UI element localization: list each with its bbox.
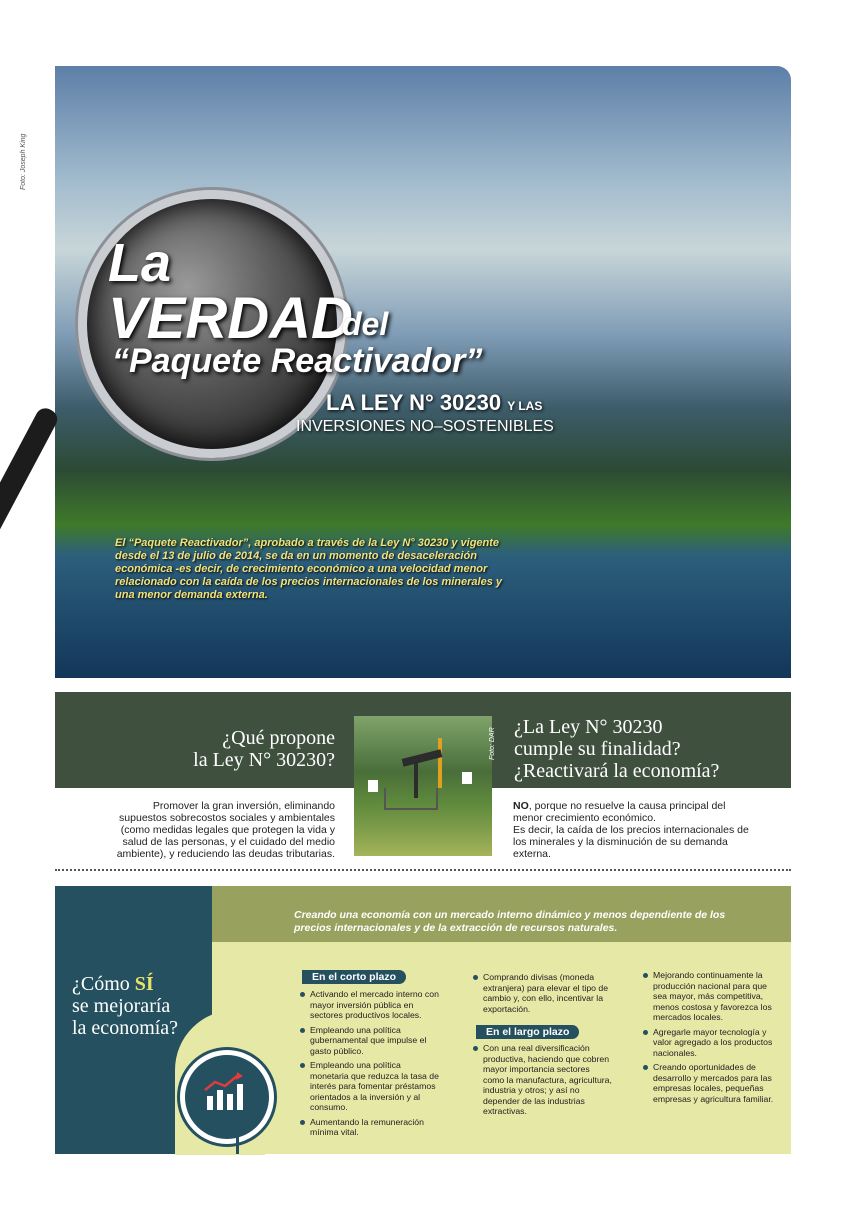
- photo-sign: [462, 772, 472, 784]
- q2-line3: ¿Reactivará la economía?: [514, 760, 720, 782]
- title-del: del: [342, 306, 389, 342]
- photo-credit-dar: Foto: DAR: [489, 727, 496, 760]
- q2-line2: cumple su finalidad?: [514, 738, 681, 760]
- q3-pre: ¿Cómo: [72, 973, 135, 995]
- subtitle-ley-number: LA LEY N° 30230: [326, 390, 502, 415]
- title-paquete: “Paquete Reactivador”: [112, 342, 483, 380]
- list-item: Empleando una política monetaria que reduzca la tasa de interés para fomentar préstamos orientados a la inversión y al consumo.: [300, 1060, 440, 1113]
- icon-circle-stem: [236, 1136, 239, 1154]
- q2-line1: ¿La Ley N° 30230: [514, 716, 663, 738]
- answer-detail: Es decir, la caída de los precios internacionales de los minerales y la disminución de su demanda externa.: [513, 824, 749, 860]
- question-cumple-finalidad: [514, 716, 774, 782]
- answer-no-rest: , porque no resuelve la causa principal del menor crecimiento económico.: [513, 800, 726, 824]
- list-item: Con una real diversificación productiva, haciendo que cobren mayor importancia sectores como la manufactura, agricultura, industria y otros; y así no depender de las industrias extractivas.: [473, 1043, 613, 1117]
- title-verdad: VERDAD: [108, 286, 353, 351]
- photo-pump: [402, 749, 443, 766]
- photo-fence: [384, 788, 438, 810]
- photo-credit: Foto: Joseph King: [20, 133, 27, 190]
- question-que-propone: [160, 727, 335, 771]
- hero-intro: El “Paquete Reactivador”, aprobado a través de la Ley N° 30230 y vigente desde el 13 de julio de 2014, se da en un momento de desaceleración económica -es decir, de crecimiento económico a una velocidad menor relacionado con la caída de los precios internacionales de los minerales y una menor demanda externa.: [115, 537, 502, 601]
- q3-si: SÍ: [134, 973, 154, 995]
- photo-sign: [368, 780, 378, 792]
- list-col2-top: [473, 972, 613, 1018]
- list-item: Agregarle mayor tecnología y valor agregado a los productos nacionales.: [643, 1027, 778, 1059]
- list-largo-plazo: [473, 1043, 613, 1121]
- answer-no: NO: [513, 800, 529, 812]
- q1-line1: ¿Qué propone: [222, 727, 335, 749]
- list-item: Empleando una política gubernamental que impulse el gasto público.: [300, 1025, 440, 1057]
- question-como-si: [72, 973, 212, 1039]
- list-item: Aumentando la remuneración mínima vital.: [300, 1117, 440, 1138]
- list-item: Mejorando continuamente la producción nacional para que sea mayor, más competitiva, menos costosa y favorezca los mercados locales.: [643, 970, 778, 1023]
- oil-pump-photo: [354, 716, 492, 856]
- q3-line3: la economía?: [72, 1017, 179, 1039]
- list-item: Comprando divisas (moneda extranjera) para elevar el tipo de cambio y, con ello, incentivar la exportación.: [473, 972, 613, 1014]
- list-corto-plazo: [300, 989, 440, 1142]
- list-item: Activando el mercado interno con mayor inversión pública en sectores productivos locales.: [300, 989, 440, 1021]
- list-item: Creando oportunidades de desarrollo y mercados para las empresas locales, pequeñas empresas y agricultura familiar.: [643, 1062, 778, 1104]
- answer-cumple-finalidad: [513, 800, 753, 860]
- dotted-divider: [55, 869, 791, 871]
- bar-chart-growth-icon: [201, 1072, 249, 1112]
- label-corto-plazo: En el corto plazo: [302, 970, 406, 984]
- q3-line2: se mejoraría: [72, 995, 171, 1017]
- title-la: La: [108, 233, 172, 293]
- list-col3: [643, 970, 778, 1108]
- photo-post: [438, 738, 442, 788]
- q3-line1: [72, 973, 212, 995]
- subtitle-y-las: Y LAS: [507, 399, 543, 413]
- magnifier-handle: [0, 405, 61, 610]
- subtitle-inversiones: INVERSIONES NO–SOSTENIBLES: [296, 418, 554, 435]
- section3-intro: Creando una economía con un mercado interno dinámico y menos dependiente de los precios internacionales y de la extracción de recursos naturales.: [294, 909, 726, 934]
- q1-line2: la Ley N° 30230?: [193, 749, 335, 771]
- subtitle-ley: [326, 390, 542, 416]
- answer-que-propone: Promover la gran inversión, eliminando supuestos sobrecostos sociales y ambientales (como medidas legales que protegen la vida y salud de las personas, y el cuidado del medio ambiente), y reduciendo las deudas tributarias.: [116, 800, 335, 860]
- label-largo-plazo: En el largo plazo: [476, 1025, 579, 1039]
